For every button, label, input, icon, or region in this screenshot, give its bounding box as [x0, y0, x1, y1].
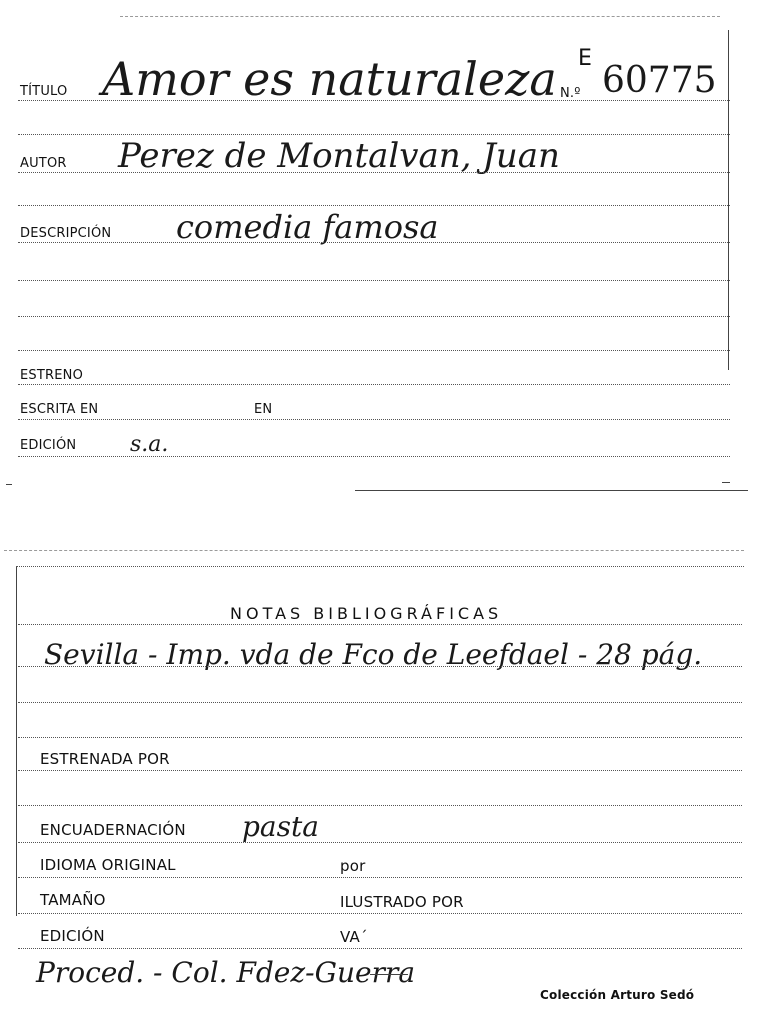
ilustrado-por-label: ILUSTRADO POR	[340, 893, 464, 911]
descripcion-label: DESCRIPCIÓN	[20, 226, 112, 241]
titulo-label: TÍTULO	[20, 84, 68, 99]
proced-value: Proced. - Col. Fdez-Guerra	[36, 956, 416, 989]
autor-line	[18, 172, 730, 173]
encuadernacion-line	[18, 842, 742, 843]
top-card-edge-mark	[722, 482, 730, 483]
en-label: EN	[254, 402, 273, 417]
tamano-line	[18, 913, 742, 914]
edicion-value: s.a.	[130, 432, 169, 457]
va-label: VA´	[340, 928, 368, 946]
por-label: por	[340, 857, 366, 875]
rule-line	[18, 205, 730, 206]
proced-dash	[370, 974, 408, 975]
top-card-bottom-edge	[355, 490, 748, 491]
edicion-line	[18, 456, 730, 457]
estreno-line	[18, 384, 730, 385]
rule-line	[18, 737, 742, 738]
rule-line	[18, 702, 742, 703]
edicion-bottom-line	[18, 948, 742, 949]
edicion-bottom-label: EDICIÓN	[40, 927, 105, 945]
rule-line	[18, 316, 730, 317]
idioma-original-label: IDIOMA ORIGINAL	[40, 856, 176, 874]
bottom-card-top-edge	[4, 550, 744, 551]
descripcion-value: comedia famosa	[176, 208, 439, 246]
rule-line	[18, 666, 742, 667]
top-card-right-border	[728, 30, 729, 370]
escrita-en-label: ESCRITA EN	[20, 402, 99, 417]
encuadernacion-label: ENCUADERNACIÓN	[40, 821, 186, 839]
bottom-card-left-border	[16, 566, 17, 916]
numero-label: N.º	[560, 86, 581, 101]
numero-value: 60775	[602, 60, 717, 101]
numero-prefix: E	[578, 46, 593, 71]
rule-line	[18, 280, 730, 281]
bottom-card-top-line	[16, 566, 744, 567]
idioma-line	[18, 877, 742, 878]
top-card-edge-mark	[6, 484, 12, 485]
rule-line	[18, 350, 730, 351]
collection-label: Colección Arturo Sedó	[540, 988, 695, 1002]
top-edge-specks	[120, 16, 720, 17]
titulo-value: Amor es naturaleza	[102, 52, 557, 106]
rule-line	[18, 624, 742, 625]
escrita-en-line	[18, 419, 730, 420]
notas-value: Sevilla - Imp. vda de Fco de Leefdael - 28 pág.	[44, 638, 703, 671]
estreno-label: ESTRENO	[20, 368, 84, 383]
descripcion-line	[18, 242, 730, 243]
tamano-label: TAMAÑO	[40, 891, 106, 909]
estrenada-por-line	[18, 770, 742, 771]
notas-heading: NOTAS BIBLIOGRÁFICAS	[230, 604, 503, 623]
edicion-label: EDICIÓN	[20, 438, 77, 453]
estrenada-por-label: ESTRENADA POR	[40, 750, 170, 768]
titulo-line	[18, 100, 730, 101]
autor-value: Perez de Montalvan, Juan	[118, 136, 560, 176]
rule-line	[18, 805, 742, 806]
autor-label: AUTOR	[20, 156, 67, 171]
encuadernacion-value: pasta	[242, 810, 319, 843]
rule-line	[18, 134, 730, 135]
